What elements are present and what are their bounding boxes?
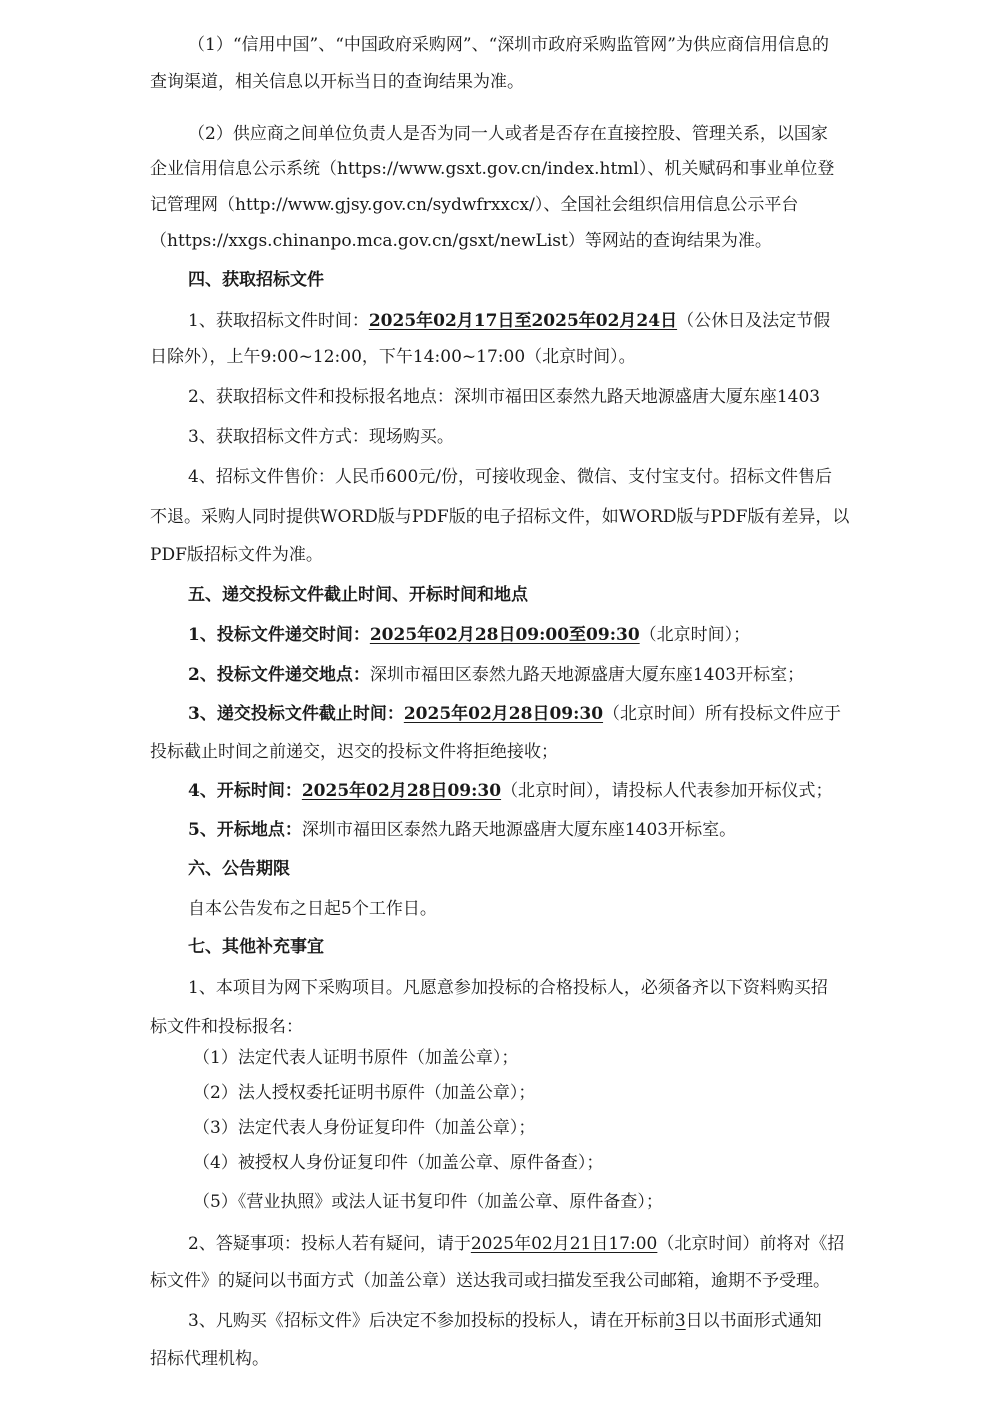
sec5-item3-label: 3、递交投标文件截止时间： (188, 704, 404, 724)
sec5-item1-suffix: （北京时间）； (639, 625, 751, 645)
sec7-item3-line2: 招标代理机构。 (150, 1349, 269, 1369)
sec5-item2-text: 深圳市福田区泰然九路天地源盛唐大厦东座1403开标室； (369, 665, 805, 685)
sec5-item1 (188, 624, 898, 646)
sec7-sublist-item5: （5）《营业执照》或法人证书复印件（加盖公章、原件备查）； (193, 1192, 663, 1212)
sec7-item1-line2: 标文件和投标报名： (150, 1017, 303, 1037)
sec5-item5-label: 5、开标地点： (188, 820, 302, 840)
sec4-item2: 2、获取招标文件和投标报名地点：深圳市福田区泰然九路天地源盛唐大厦东座1403 (188, 387, 821, 407)
sec7-sublist-item2: （2）法人授权委托证明书原件（加盖公章）； (193, 1083, 536, 1103)
sec5-item3-line1 (188, 703, 898, 725)
section4-heading: 四、获取招标文件 (188, 270, 324, 290)
sec4-item1-date: 2025年02月17日至2025年02月24日 (368, 311, 678, 331)
sec5-item3-line2: 投标截止时间之前递交，迟交的投标文件将拒绝接收； (150, 742, 558, 762)
sec5-item1-date: 2025年02月28日09:00至09:30 (369, 625, 640, 645)
sec4-item1-line1 (188, 310, 898, 332)
sec7-item3-line1 (188, 1310, 898, 1332)
sec4-item1-label: 1、获取招标文件时间： (188, 311, 369, 331)
credit-para2-line2: 企业信用信息公示系统（https://www.gsxt.gov.cn/index.html）、机关赋码和事业单位登 (150, 159, 835, 179)
sec5-item5 (188, 819, 898, 841)
sec7-item3-suffix: 日以书面形式通知 (685, 1311, 822, 1331)
sec5-item4-label: 4、开标时间： (188, 781, 302, 801)
sec7-sublist-item3: （3）法定代表人身份证复印件（加盖公章）； (193, 1118, 536, 1138)
sec7-sublist-item4: （4）被授权人身份证复印件（加盖公章、原件备查）； (193, 1153, 604, 1173)
sec5-item2 (188, 664, 898, 686)
sec7-item2-line2: 标文件》的疑问以书面方式（加盖公章）送达我司或扫描发至我公司邮箱，逾期不予受理。 (150, 1271, 830, 1291)
sec6-text: 自本公告发布之日起5个工作日。 (188, 899, 437, 919)
sec4-item1-line2: 日除外），上午9:00~12:00，下午14:00~17:00（北京时间）。 (150, 347, 636, 367)
section7-heading: 七、其他补充事宜 (188, 937, 324, 957)
sec4-item3: 3、获取招标文件方式：现场购买。 (188, 427, 454, 447)
sec7-item3-days: 3 (674, 1311, 686, 1331)
credit-para2-line4: （https://xxgs.chinanpo.mca.gov.cn/gsxt/newList）等网站的查询结果为准。 (150, 231, 772, 251)
sec5-item5-text: 深圳市福田区泰然九路天地源盛唐大厦东座1403开标室。 (301, 820, 737, 840)
sec4-item4-line3: PDF版招标文件为准。 (150, 545, 323, 565)
sec4-item4-line2: 不退。采购人同时提供WORD版与PDF版的电子招标文件，如WORD版与PDF版有差异，以 (150, 507, 850, 527)
sec5-item3-date: 2025年02月28日09:30 (403, 704, 604, 724)
credit-para1-line2: 查询渠道，相关信息以开标当日的查询结果为准。 (150, 72, 524, 92)
sec5-item4 (188, 780, 898, 802)
section6-heading: 六、公告期限 (188, 859, 290, 879)
credit-para2-line1: （2）供应商之间单位负责人是否为同一人或者是否存在直接控股、管理关系，以国家 (188, 124, 828, 144)
sec7-item2-date: 2025年02月21日17:00 (470, 1234, 658, 1254)
sec7-sublist-item1: （1）法定代表人证明书原件（加盖公章）； (193, 1048, 519, 1068)
sec7-item3-label: 3、凡购买《招标文件》后决定不参加投标的投标人，请在开标前 (188, 1311, 675, 1331)
sec7-item2-suffix: （北京时间）前将对《招 (657, 1234, 845, 1254)
sec4-item1-suffix: （公休日及法定节假 (677, 311, 831, 331)
sec5-item4-date: 2025年02月28日09:30 (301, 781, 502, 801)
sec5-item2-label: 2、投标文件递交地点： (188, 665, 370, 685)
sec4-item4-line1: 4、招标文件售价：人民币600元/份，可接收现金、微信、支付宝支付。招标文件售后 (188, 467, 832, 487)
sec5-item3-suffix: （北京时间）所有投标文件应于 (603, 704, 842, 724)
sec5-item1-label: 1、投标文件递交时间： (188, 625, 370, 645)
sec7-item2-line1 (188, 1233, 898, 1255)
sec5-item4-suffix: （北京时间），请投标人代表参加开标仪式； (501, 781, 833, 801)
sec7-item1-line1: 1、本项目为网下采购项目。凡愿意参加投标的合格投标人，必须备齐以下资料购买招 (188, 978, 828, 998)
credit-para1-line1: （1）“信用中国”、“中国政府采购网”、“深圳市政府采购监管网”为供应商信用信息的 (188, 35, 829, 55)
sec7-item2-label: 2、答疑事项：投标人若有疑问，请于 (188, 1234, 471, 1254)
credit-para2-line3: 记管理网（http://www.gjsy.gov.cn/sydwfrxxcx/）、全国社会组织信用信息公示平台 (150, 195, 799, 215)
section5-heading: 五、递交投标文件截止时间、开标时间和地点 (188, 585, 528, 605)
